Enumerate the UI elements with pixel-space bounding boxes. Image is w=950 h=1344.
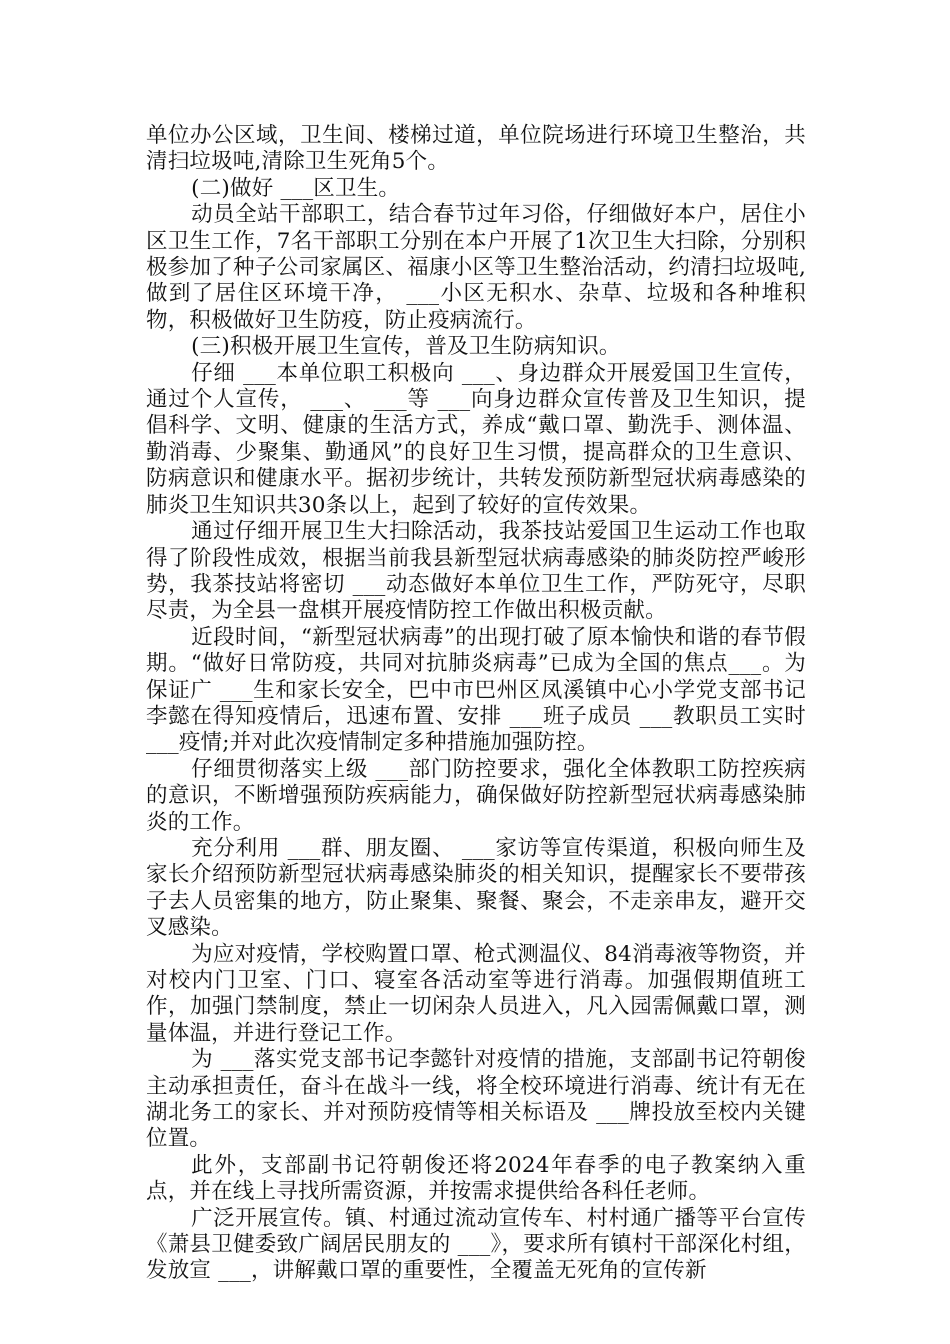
section-heading: (二)做好 ___区卫生。	[191, 175, 401, 201]
paragraph: 此外，支部副书记符朝俊还将2024年春季的电子教案纳入重点，并在线上寻找所需资源，并按需求提供给各科任老师。	[146, 1152, 806, 1205]
paragraph: 广泛开展宣传。镇、村通过流动宣传车、村村通广播等平台宣传《萧县卫健委致广阔居民朋友的 ___》，要求所有镇村干部深化村组，发放宣 ___，讲解戴口罩的重要性，全覆盖无死角的宣传新	[146, 1205, 806, 1284]
paragraph: 仔细 ___本单位职工积极向 ___、身边群众开展爱国卫生宣传，通过个人宣传， ___、 ___等 ___向身边群众宣传普及卫生知识，提倡科学、文明、健康的生活方式，养成“戴口罩、勤洗手、测体温、勤消毒、少聚集、勤通风”的良好卫生习惯，提高群众的卫生意识、防病意识和健康水平。据初步统计，共转发预防新型冠状病毒感染的肺炎卫生知识共30条以上，起到了较好的宣传效果。	[146, 360, 806, 518]
paragraph: 为应对疫情，学校购置口罩、枪式测温仪、84消毒液等物资，并对校内门卫室、门口、寝室各活动室等进行消毒。加强假期值班工作，加强门禁制度，禁止一切闲杂人员进入，凡入园需佩戴口罩，测量体温，并进行登记工作。	[146, 941, 806, 1046]
paragraph: 通过仔细开展卫生大扫除活动，我茶技站爱国卫生运动工作也取得了阶段性成效，根据当前我县新型冠状病毒感染的肺炎防控严峻形势，我茶技站将密切 ___动态做好本单位卫生工作，严防死守，尽职尽责，为全县一盘棋开展疫情防控工作做出积极贡献。	[146, 519, 806, 624]
section-heading: (三)积极开展卫生宣传，普及卫生防病知识。	[191, 334, 621, 360]
paragraph: 动员全站干部职工，结合春节过年习俗，仔细做好本户，居住小区卫生工作，7名干部职工分别在本户开展了1次卫生大扫除，分别积极参加了种子公司家属区、福康小区等卫生整治活动，约清扫垃圾吨,做到了居住区环境干净， ___小区无积水、杂草、垃圾和各种堆积物，积极做好卫生防疫，防止疫病流行。	[146, 202, 806, 333]
document-body	[146, 123, 806, 1285]
paragraph: 为 ___落实党支部书记李懿针对疫情的措施，支部副书记符朝俊主动承担责任，奋斗在战斗一线，将全校环境进行消毒、统计有无在湖北务工的家长、并对预防疫情等相关标语及 ___牌投放至校内关键位置。	[146, 1047, 806, 1152]
paragraph: 近段时间，“新型冠状病毒”的出现打破了原本愉快和谐的春节假期。“做好日常防疫，共同对抗肺炎病毒”已成为全国的焦点___。为保证广 ___生和家长安全，巴中市巴州区凤溪镇中心小学党支部书记李懿在得知疫情后，迅速布置、安排 ___班子成员 ___教职员工实时 ___疫情;并对此次疫情制定多种措施加强防控。	[146, 624, 806, 756]
paragraph: 仔细贯彻落实上级 ___部门防控要求，强化全体教职工防控疾病的意识，不断增强预防疾病能力，确保做好防控新型冠状病毒感染肺炎的工作。	[146, 756, 806, 835]
paragraph: 单位办公区域，卫生间、楼梯过道，单位院场进行环境卫生整治，共清扫垃圾吨,清除卫生死角5个。	[146, 123, 806, 175]
paragraph: 充分利用 ___群、朋友圈、 ___家访等宣传渠道，积极向师生及家长介绍预防新型冠状病毒感染肺炎的相关知识，提醒家长不要带孩子去人员密集的地方，防止聚集、聚餐、聚会，不走亲串友，避开交叉感染。	[146, 835, 806, 941]
